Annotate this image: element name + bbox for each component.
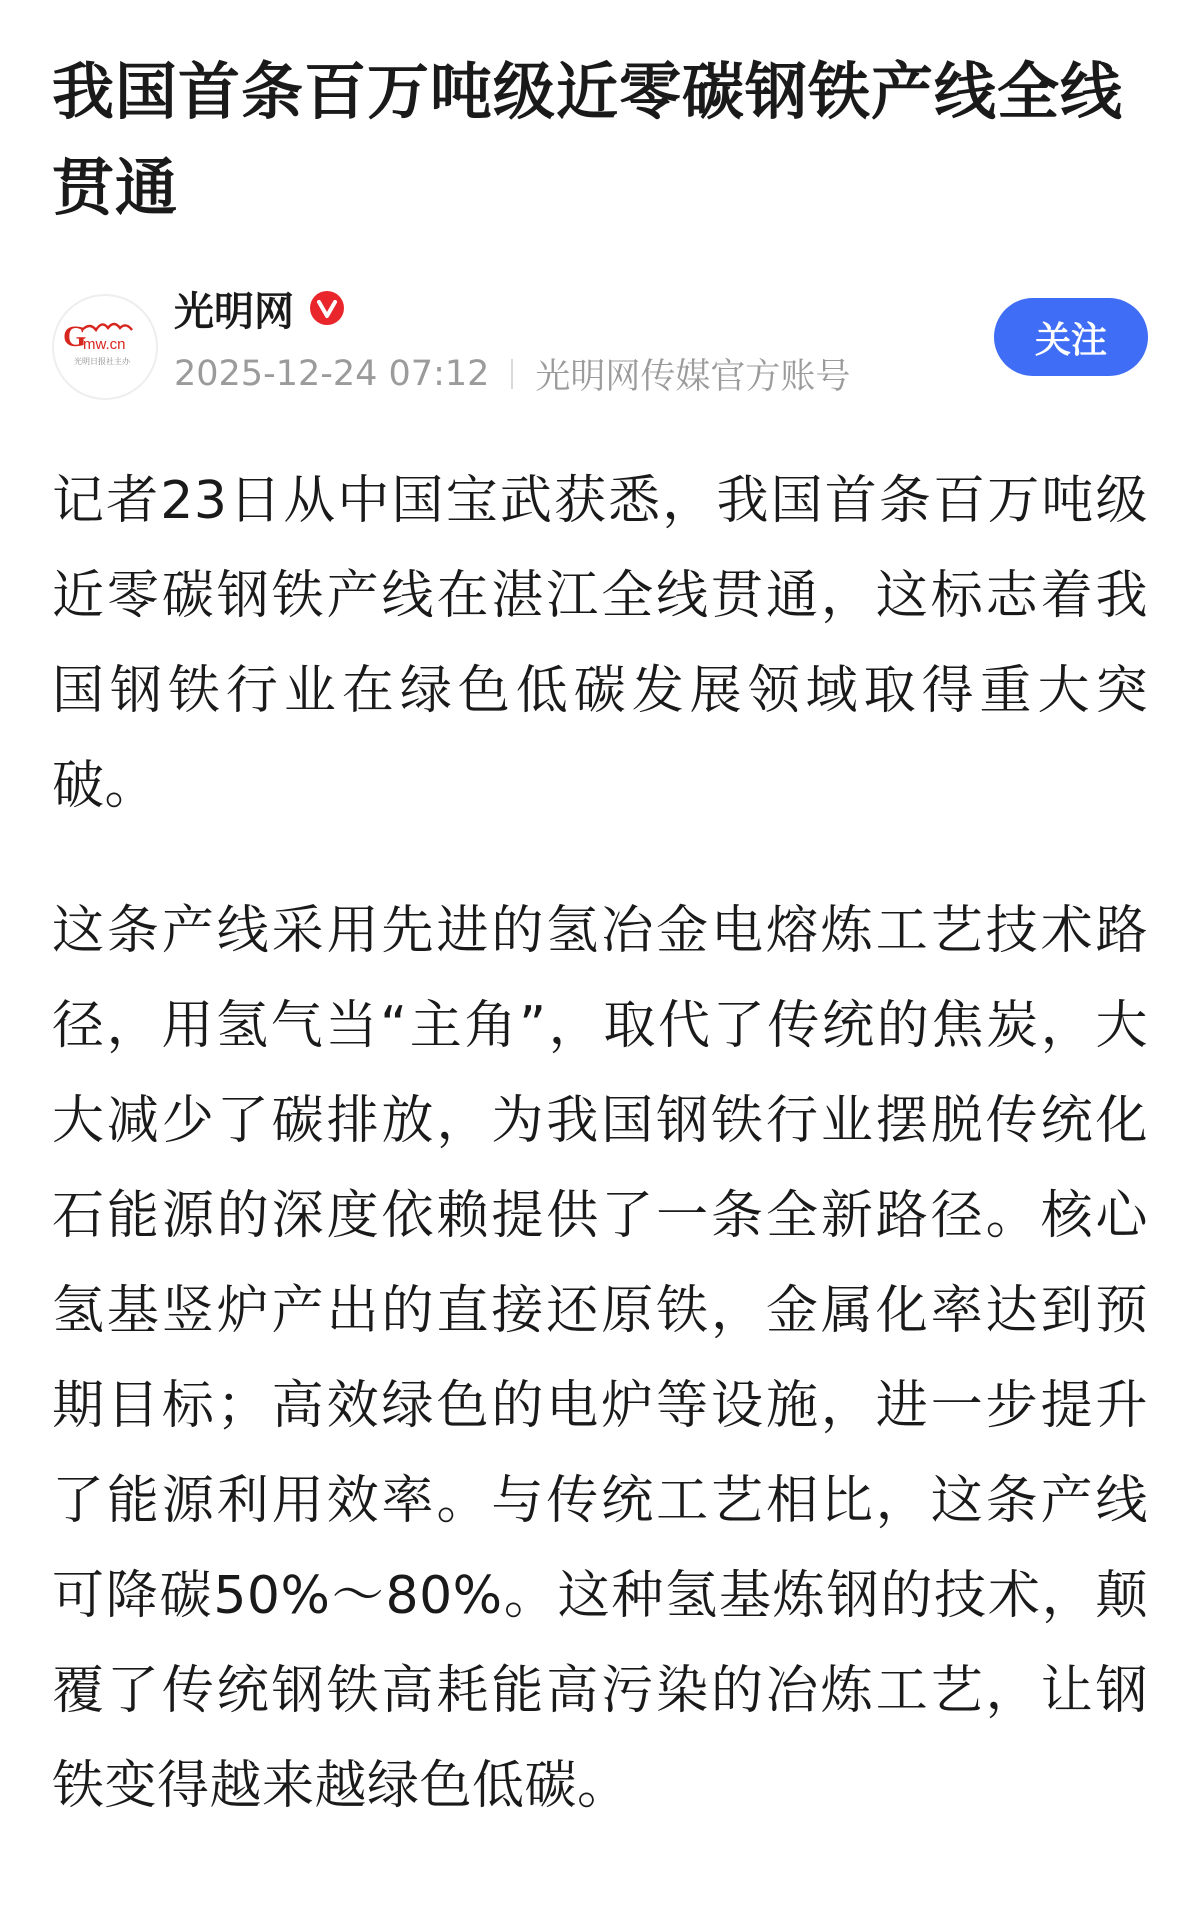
- publish-datetime: 2025-12-24 07:12: [174, 354, 490, 394]
- logo-g-letter: G: [63, 320, 87, 353]
- logo-script-mark: [82, 324, 132, 330]
- author-bar: [52, 276, 1148, 406]
- article-paragraph-1: 记者23日从中国宝武获悉，我国首条百万吨级近零碳钢铁产线在湛江全线贯通，这标志着我国钢铁行业在绿色低碳发展领域取得重大突破。: [52, 471, 1148, 816]
- gmw-logo-icon: [54, 296, 156, 398]
- author-avatar[interactable]: [52, 294, 158, 400]
- meta-divider: [511, 359, 513, 389]
- logo-domain-text: mw.cn: [83, 336, 126, 353]
- verified-badge-icon: [308, 289, 346, 327]
- author-meta-row: [174, 346, 850, 402]
- author-name[interactable]: 光明网: [174, 288, 294, 335]
- article-body: [52, 454, 1148, 1834]
- article-paragraph-2: 这条产线采用先进的氢冶金电熔炼工艺技术路径，用氢气当“主角”，取代了传统的焦炭，大大减少了碳排放，为我国钢铁行业摆脱传统化石能源的深度依赖提供了一条全新路径。核心氢基竖炉产出的直接还原铁，金属化率达到预期目标；高效绿色的电炉等设施，进一步提升了能源利用效率。与传统工艺相比，这条产线可降碳50%～80%。这种氢基炼钢的技术，颠覆了传统钢铁高耗能高污染的冶炼工艺，让钢铁变得越来越绿色低碳。: [52, 901, 1148, 1816]
- account-type-label: 光明网传媒官方账号: [535, 357, 851, 397]
- article-title: 我国首条百万吨级近零碳钢铁产线全线贯通: [52, 55, 1124, 224]
- author-name-row: [174, 276, 346, 340]
- follow-button[interactable]: 关注: [994, 298, 1148, 376]
- logo-sub-text: 光明日报社主办: [74, 357, 130, 366]
